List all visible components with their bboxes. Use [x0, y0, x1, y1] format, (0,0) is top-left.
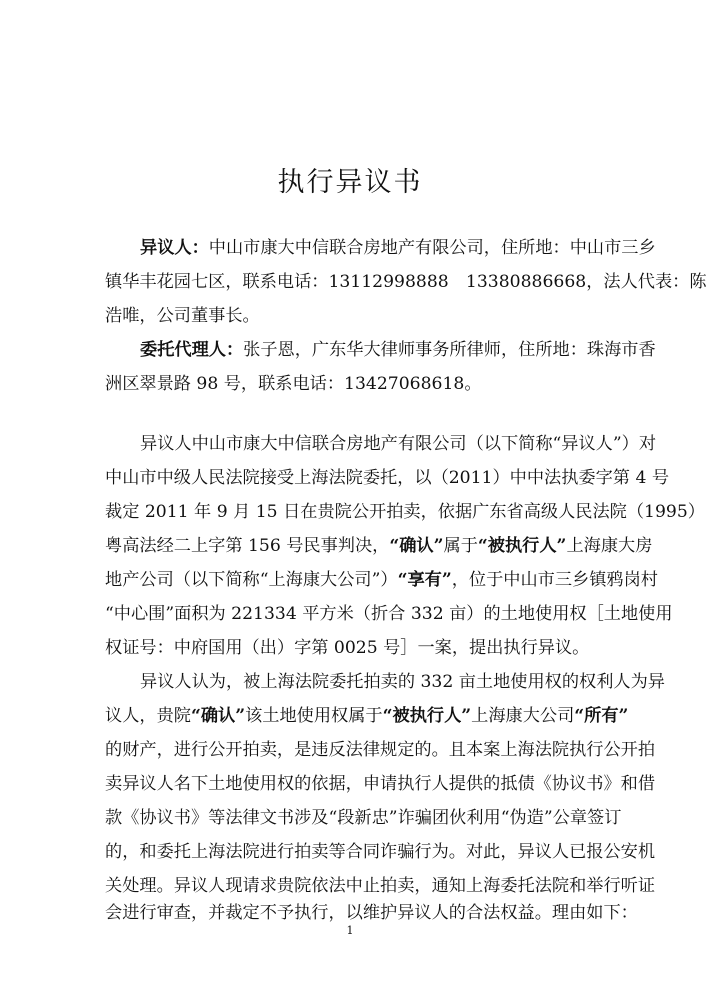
para2-line-3: 的财产，进行公开拍卖，是违反法律规定的。且本案上海法院执行公开拍	[105, 740, 656, 760]
para1-line-2: 中山市中级人民法院接受上海法院委托，以（2011）中中法执委字第 4 号	[105, 468, 670, 488]
objector-line-1	[140, 231, 656, 265]
agent-line-1	[140, 333, 656, 367]
para1-emph-enjoy: “享有”	[397, 570, 452, 590]
para2-emph-executee: “被执行人”	[382, 706, 472, 726]
agent-label: 委托代理人：	[140, 340, 244, 360]
para1-line-1: 异议人中山市康大中信联合房地产有限公司（以下简称“异议人”）对	[140, 434, 657, 454]
objector-line-2: 镇华丰花园七区，联系电话：13112998888 13380886668，法人代表：陈	[105, 272, 707, 292]
para1-line-5	[105, 563, 658, 597]
para2-line-1: 异议人认为，被上海法院委托拍卖的 332 亩土地使用权的权利人为异	[140, 672, 665, 692]
para1-line-5-c: ，位于中山市三乡镇鸦岗村	[451, 570, 658, 590]
para1-line-7: 权证号：中府国用（出）字第 0025 号］一案，提出执行异议。	[105, 638, 590, 658]
para2-line-4: 卖异议人名下土地使用权的依据，申请执行人提供的抵债《协议书》和借	[105, 774, 656, 794]
para2-emph-owned: “所有”	[574, 706, 629, 726]
para1-line-6: “中心围”面积为 221334 平方米（折合 332 亩）的土地使用权［土地使用	[105, 604, 673, 624]
para2-line-8: 会进行审查，并裁定不予执行，以维护异议人的合法权益。理由如下：	[105, 903, 638, 923]
document-title: 执行异议书	[277, 167, 423, 198]
para2-line-5: 款《协议书》等法律文书涉及“段新忠”诈骗团伙利用“伪造”公章签订	[105, 808, 622, 828]
para1-line-4	[105, 529, 653, 563]
para2-line-2-e: 上海康大公司	[471, 706, 575, 726]
para2-line-2	[105, 699, 629, 733]
para2-line-2-c: 该土地使用权属于	[245, 706, 383, 726]
para1-line-4-e: 上海康大房	[566, 536, 653, 556]
para1-emph-executee: “被执行人”	[477, 536, 567, 556]
agent-text-1: 张子恩，广东华大律师事务所律师，住所地：珠海市香	[243, 340, 656, 360]
para2-emph-confirm: “确认”	[190, 706, 246, 726]
agent-line-2: 洲区翠景路 98 号，联系电话：13427068618。	[105, 374, 482, 394]
objector-text-1: 中山市康大中信联合房地产有限公司，住所地：中山市三乡	[208, 238, 656, 258]
para1-line-5-a: 地产公司（以下简称“上海康大公司”）	[105, 570, 398, 590]
objector-line-3: 浩唯，公司董事长。	[105, 306, 260, 326]
para1-emph-confirm: “确认”	[389, 536, 444, 556]
para1-line-3: 裁定 2011 年 9 月 15 日在贵院公开拍卖，依据广东省高级人民法院（1995）	[105, 502, 705, 522]
page-number: 1	[346, 924, 354, 937]
para2-line-7: 关处理。异议人现请求贵院依法中止拍卖，通知上海委托法院和举行听证	[105, 876, 656, 896]
para1-line-4-a: 粤高法经二上字第 156 号民事判决，	[105, 536, 390, 556]
objector-label: 异议人：	[140, 238, 209, 258]
para2-line-6: 的，和委托上海法院进行拍卖等合同诈骗行为。对此，异议人已报公安机	[105, 842, 656, 862]
para1-line-4-c: 属于	[443, 536, 478, 556]
para2-line-2-a: 议人，贵院	[105, 706, 191, 726]
